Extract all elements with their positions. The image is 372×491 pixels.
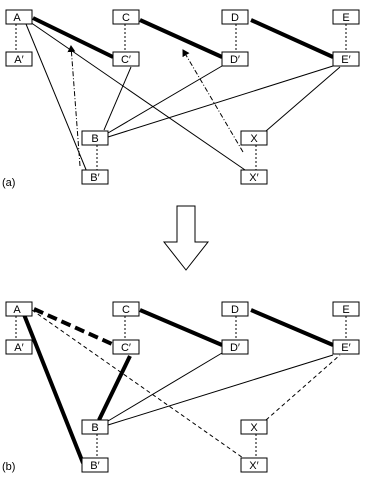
edge-b-eprime [108,66,333,137]
node-c-label: C [122,304,130,316]
edge-x-eprime [266,67,340,131]
edge-c-dprime-thick [140,310,222,345]
panel-b-thin-edges [108,353,333,425]
edge-a-xprime [30,22,248,172]
node-a-label: A [13,304,21,316]
node-eprime-label: E′ [341,54,351,66]
edge-a-xprime-dashed [32,310,246,460]
edge-a-bprime-thick [23,312,83,463]
node-dprime-label: D′ [229,54,241,66]
panel-a-thin-edges [26,22,340,172]
node-bprime-label: B′ [90,460,100,472]
edge-d-eprime-thick [251,20,333,57]
edge-c-dprime-thick [140,20,222,57]
panel-b-label: (b) [2,461,16,473]
node-x-label: X [250,133,258,145]
node-xprime-label: X′ [249,460,259,472]
arrow-bprime-to-a [71,46,80,166]
panel-b-thick-edges [23,310,333,463]
node-aprime-label: A′ [14,54,24,66]
edge-b-eprime [108,355,333,425]
node-c-label: C [122,12,130,24]
node-bprime-label: B′ [90,172,100,184]
node-x-label: X [250,422,258,434]
node-dprime-label: D′ [229,342,241,354]
node-eprime-label: E′ [341,342,351,354]
node-xprime-label: X′ [249,172,259,184]
node-e-label: E [342,12,350,24]
panel-b-dotted-links [16,316,346,458]
panel-b-dashed-edges [32,310,340,460]
panel-a-label: (a) [2,177,16,189]
node-aprime-label: A′ [14,342,24,354]
panel-a-thick-edges [33,18,333,57]
node-d-label: D [231,304,239,316]
node-cprime-label: C′ [120,54,132,66]
edge-b-cprime [104,67,131,130]
node-b-label: B [91,133,99,145]
node-b-label: B [91,422,99,434]
down-arrow-icon [164,206,208,270]
node-cprime-label: C′ [120,342,132,354]
panel-a-arrows [71,46,243,166]
panel-a [2,10,359,189]
node-a-label: A [13,12,21,24]
node-e-label: E [342,304,350,316]
edge-d-eprime-thick [251,310,333,345]
panel-b [2,302,359,473]
edge-a-bprime [26,24,87,172]
node-d-label: D [231,12,239,24]
edge-b-dprime [108,66,222,133]
